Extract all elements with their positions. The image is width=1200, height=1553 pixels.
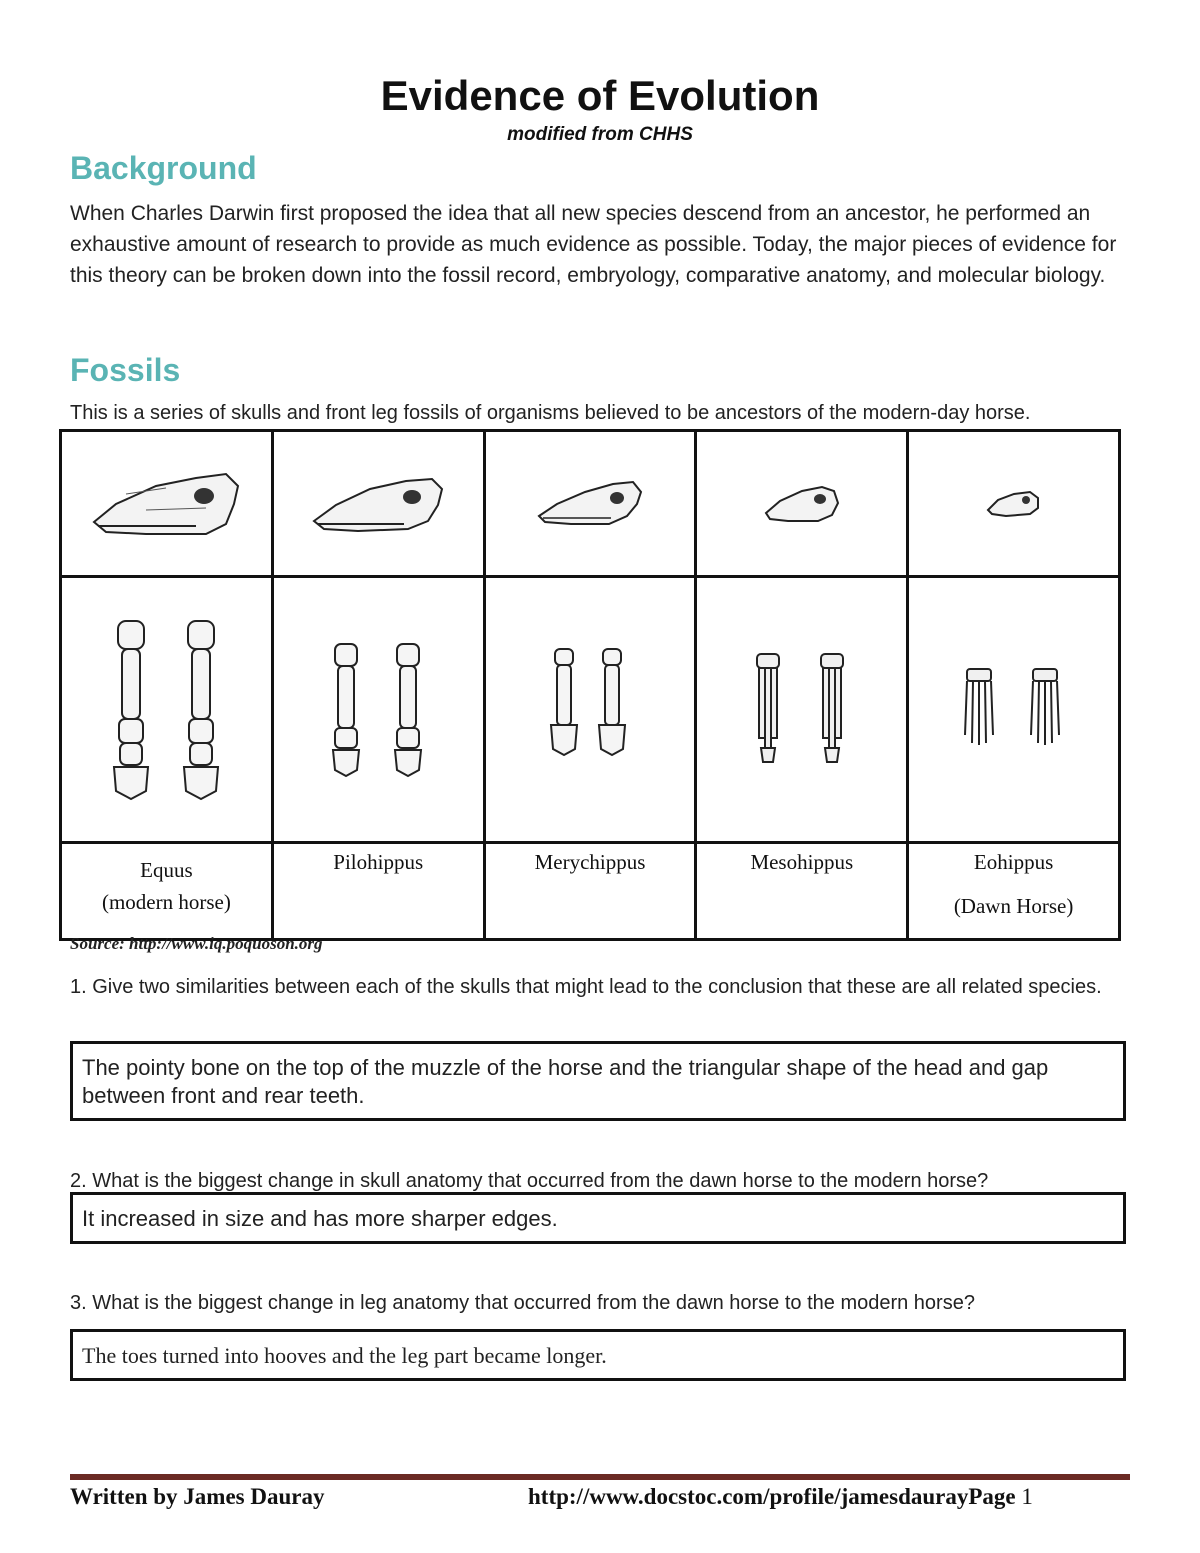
species-name: Merychippus (534, 850, 646, 874)
leg-cell (908, 577, 1120, 843)
background-heading: Background (70, 150, 257, 186)
species-name: Eohippus (973, 850, 1054, 874)
species-cell (61, 843, 273, 940)
question-3: 3. What is the biggest change in leg anatomy that occurred from the dawn horse to the modern horse? (70, 1292, 975, 1314)
merychippus-skull-image (535, 474, 645, 534)
answer-3-box[interactable]: The toes turned into hooves and the leg part became longer. (70, 1329, 1126, 1381)
species-note: (modern horse) (101, 890, 231, 914)
equus-skull-image (86, 464, 246, 544)
equus-leg-image (106, 615, 226, 805)
species-cell (696, 843, 908, 940)
leg-cell (696, 577, 908, 843)
fossils-heading: Fossils (70, 352, 181, 388)
question-1: 1. Give two similarities between each of the skulls that might lead to the conclusion that these are all related species. (70, 976, 1102, 998)
skull-cell (484, 431, 696, 577)
answer-2-box[interactable]: It increased in size and has more sharper edges. (70, 1192, 1126, 1244)
footer-author: Written by James Dauray (70, 1484, 325, 1509)
leg-row (61, 577, 1120, 843)
footer-link (528, 1484, 1033, 1510)
species-name: Equus (140, 858, 193, 882)
species-cell (484, 843, 696, 940)
skull-cell (61, 431, 273, 577)
footer-page-label: Page (968, 1484, 1016, 1509)
species-cell (272, 843, 484, 940)
mesohippus-skull-image (762, 479, 842, 529)
leg-cell (272, 577, 484, 843)
footer-page-number: 1 (1021, 1484, 1033, 1509)
species-name: Pilohippus (333, 850, 424, 874)
footer-divider (70, 1474, 1130, 1480)
species-note: (Dawn Horse) (953, 894, 1074, 918)
fossils-intro: This is a series of skulls and front leg fossils of organisms believed to be ancestors of the modern-day horse. (70, 402, 1031, 424)
page-title: Evidence of Evolution (380, 72, 820, 119)
question-2: 2. What is the biggest change in skull anatomy that occurred from the dawn horse to the modern horse? (70, 1170, 989, 1192)
answer-1-box[interactable]: The pointy bone on the top of the muzzle of the horse and the triangular shape of the head and gap between front and rear teeth. (70, 1041, 1126, 1121)
leg-cell (61, 577, 273, 843)
skull-row (61, 431, 1120, 577)
species-name: Mesohippus (750, 850, 854, 874)
leg-cell (484, 577, 696, 843)
pilohippus-leg-image (323, 640, 433, 780)
footer-url[interactable]: http://www.docstoc.com/profile/jamesdauray (528, 1484, 969, 1509)
merychippus-leg-image (545, 645, 635, 775)
species-cell (908, 843, 1120, 940)
mesohippus-leg-image (747, 650, 857, 770)
species-name-row (61, 843, 1120, 940)
source-citation: Source: http://www.iq.poquoson.org (70, 934, 323, 953)
fossil-table (59, 429, 1121, 941)
eohippus-skull-image (984, 484, 1044, 524)
eohippus-leg-image (959, 665, 1069, 755)
skull-cell (272, 431, 484, 577)
page-subtitle: modified from CHHS (507, 124, 693, 145)
skull-cell (696, 431, 908, 577)
skull-cell (908, 431, 1120, 577)
pilohippus-skull-image (308, 469, 448, 539)
background-paragraph: When Charles Darwin first proposed the idea that all new species descend from an ancestor, he performed an exhaustive amount of research to provide as much evidence as possible. Today, the major pieces of evidence for this theory can be broken down into the fossil record, embryology, comparative anatomy, and molecular biology. (70, 202, 1117, 287)
